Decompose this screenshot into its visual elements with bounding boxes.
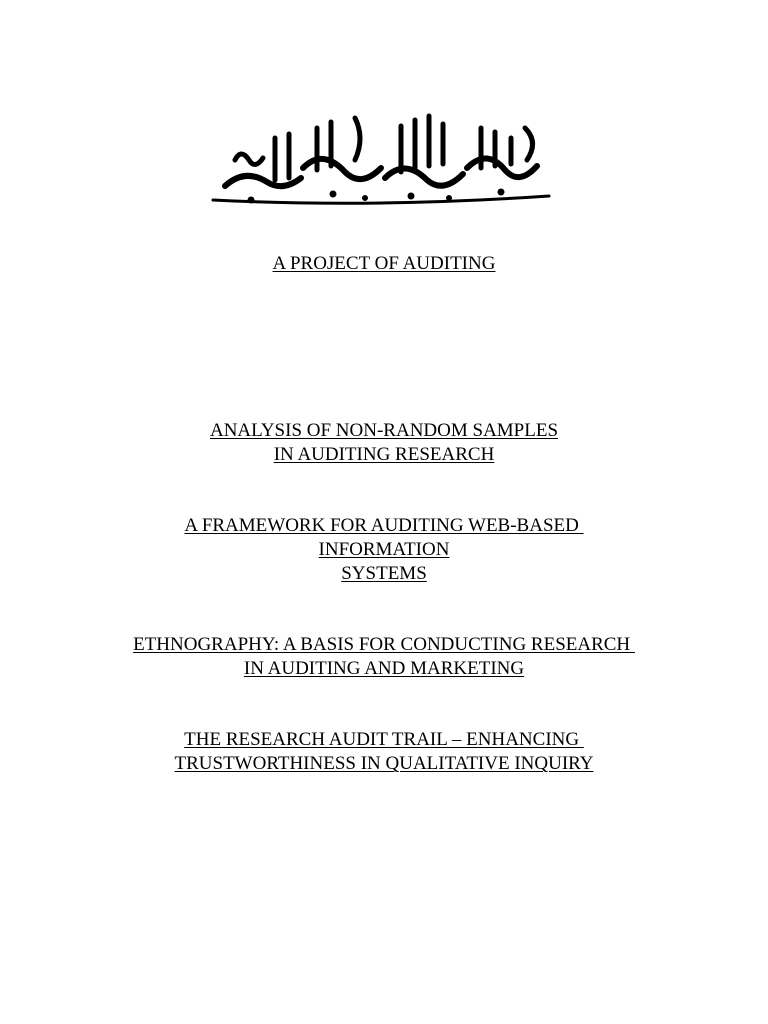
topic-4-line-1: THE RESEARCH AUDIT TRAIL – ENHANCING <box>184 729 584 750</box>
topic-2-line-1: A FRAMEWORK FOR AUDITING WEB-BASED <box>184 515 584 536</box>
bismillah-calligraphy-image <box>205 108 557 212</box>
project-title: A PROJECT OF AUDITING <box>272 253 496 274</box>
topic-3-line-1: ETHNOGRAPHY: A BASIS FOR CONDUCTING RESEARCH <box>133 634 635 655</box>
topic-1-line-2: IN AUDITING RESEARCH <box>273 444 495 465</box>
topic-3-line-2: IN AUDITING AND MARKETING <box>243 658 525 679</box>
topic-2-line-2: INFORMATION <box>318 539 450 560</box>
topic-2-line-3: SYSTEMS <box>341 563 427 584</box>
topic-1-line-1: ANALYSIS OF NON-RANDOM SAMPLES <box>209 420 559 441</box>
topic-4-line-2: TRUSTWORTHINESS IN QUALITATIVE INQUIRY <box>174 753 594 774</box>
